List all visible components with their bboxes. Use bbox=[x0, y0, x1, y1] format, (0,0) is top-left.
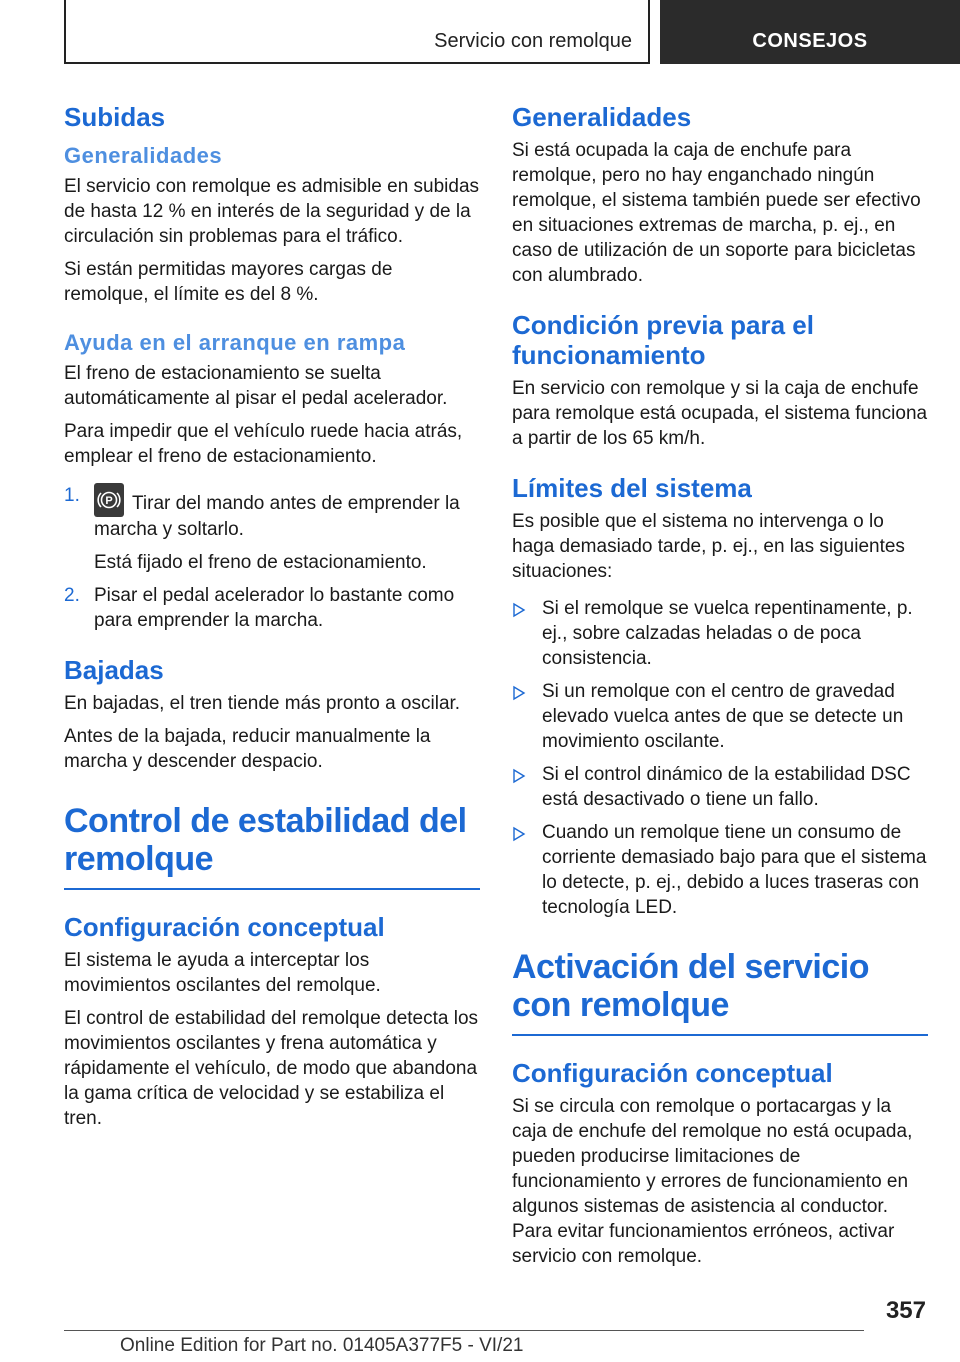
list-item bbox=[64, 483, 480, 542]
bullet-list bbox=[512, 596, 928, 920]
footer-divider bbox=[64, 1330, 864, 1331]
list-item bbox=[512, 820, 928, 920]
bullet-text: Si un remolque con el centro de gravedad elevado vuelca antes de que se detecte un movimiento oscilante. bbox=[542, 681, 904, 752]
section-divider bbox=[512, 1034, 928, 1036]
right-column bbox=[512, 100, 928, 1277]
parking-brake-icon bbox=[94, 483, 124, 517]
paragraph: Si están permitidas mayores cargas de remolque, el límite es del 8 %. bbox=[64, 259, 393, 305]
list-item bbox=[512, 679, 928, 754]
step-number: 2. bbox=[64, 585, 80, 606]
heading-bajadas: Bajadas bbox=[64, 655, 164, 685]
bullet-text: Si el control dinámico de la estabilidad DSC está desactivado o tiene un fallo. bbox=[542, 764, 911, 810]
list-item bbox=[512, 762, 928, 812]
numbered-steps bbox=[64, 483, 480, 633]
step-note: Está fijado el freno de estacionamiento. bbox=[94, 552, 427, 573]
step-number: 1. bbox=[64, 485, 80, 506]
triangle-bullet-icon bbox=[512, 683, 526, 708]
heading-configuracion-right: Configuración conceptual bbox=[512, 1058, 833, 1088]
paragraph: Para impedir que el vehículo ruede hacia atrás, emplear el freno de estacionamiento. bbox=[64, 421, 463, 467]
bullet-text: Cuando un remolque tiene un consumo de corriente demasiado bajo para que el sistema lo detecte, p. ej., debido a luces traseras con tecnología LED. bbox=[542, 822, 927, 918]
chapter-title: CONSEJOS bbox=[752, 30, 868, 52]
paragraph: El control de estabilidad del remolque detecta los movimientos oscilantes y frena automática y rápidamente el vehículo, de modo que abandona la gama crítica de velocidad y se estabiliza el tren. bbox=[64, 1008, 479, 1129]
paragraph: En bajadas, el tren tiende más pronto a oscilar. bbox=[64, 693, 461, 714]
heading-condicion-previa: Condición previa para el funcionamiento bbox=[512, 310, 814, 370]
list-item bbox=[512, 596, 928, 671]
page-number: 357 bbox=[885, 1297, 926, 1324]
section-header-box bbox=[64, 0, 650, 64]
paragraph: Antes de la bajada, reducir manualmente la marcha y descender despacio. bbox=[64, 726, 431, 772]
paragraph: Es posible que el sistema no intervenga o lo haga demasiado tarde, p. ej., en las siguientes situaciones: bbox=[512, 511, 905, 582]
triangle-bullet-icon bbox=[512, 600, 526, 625]
page-header bbox=[0, 0, 960, 66]
bullet-text: Si el remolque se vuelca repentinamente, p. ej., sobre calzadas heladas o de poca consistencia. bbox=[542, 598, 913, 669]
heading-activacion-servicio: Activación del servicio con remolque bbox=[512, 948, 869, 1024]
paragraph: Si se circula con remolque o portacargas y la caja de enchufe del remolque no está ocupada, pueden producirse limitaciones de funcionamiento y errores de funcionamiento en algunos sistemas de asistencia al conductor. Para evitar funcionamientos erróneos, activar servicio con remolque. bbox=[512, 1096, 913, 1267]
section-title: Servicio con remolque bbox=[434, 30, 632, 52]
heading-subidas: Subidas bbox=[64, 102, 166, 132]
heading-limites-sistema: Límites del sistema bbox=[512, 473, 752, 503]
section-divider bbox=[64, 888, 480, 890]
triangle-bullet-icon bbox=[512, 824, 526, 849]
step-text: Tirar del mando antes de emprender la marcha y soltarlo. bbox=[94, 493, 460, 540]
paragraph: En servicio con remolque y si la caja de enchufe para remolque está ocupada, el sistema funciona a partir de los 65 km/h. bbox=[512, 378, 928, 449]
heading-generalidades-left: Generalidades bbox=[64, 143, 223, 168]
paragraph: El sistema le ayuda a interceptar los movimientos oscilantes del remolque. bbox=[64, 950, 381, 996]
list-item bbox=[64, 583, 480, 633]
left-column bbox=[64, 100, 480, 1139]
heading-generalidades-right: Generalidades bbox=[512, 102, 692, 132]
heading-configuracion-left: Configuración conceptual bbox=[64, 912, 385, 942]
triangle-bullet-icon bbox=[512, 766, 526, 791]
chapter-tab bbox=[660, 0, 960, 64]
paragraph: El servicio con remolque es admisible en subidas de hasta 12 % en interés de la seguridad y de la circulación sin problemas para el tráfico. bbox=[64, 176, 480, 247]
edition-footer: Online Edition for Part no. 01405A377F5 - VI/21 bbox=[120, 1335, 524, 1356]
paragraph: Si está ocupada la caja de enchufe para remolque, pero no hay enganchado ningún remolque, el sistema también puede ser efectivo en situaciones extremas de marcha, p. ej., en caso de utilización de un soporte para bicicletas con alumbrado. bbox=[512, 140, 921, 286]
paragraph: El freno de estacionamiento se suelta automáticamente al pisar el pedal acelerador. bbox=[64, 363, 448, 409]
heading-ayuda-arranque: Ayuda en el arranque en rampa bbox=[64, 330, 406, 355]
svg-text:P: P bbox=[105, 495, 113, 507]
step-text: Pisar el pedal acelerador lo bastante como para emprender la marcha. bbox=[94, 585, 455, 631]
heading-control-estabilidad: Control de estabilidad del remolque bbox=[64, 802, 467, 878]
